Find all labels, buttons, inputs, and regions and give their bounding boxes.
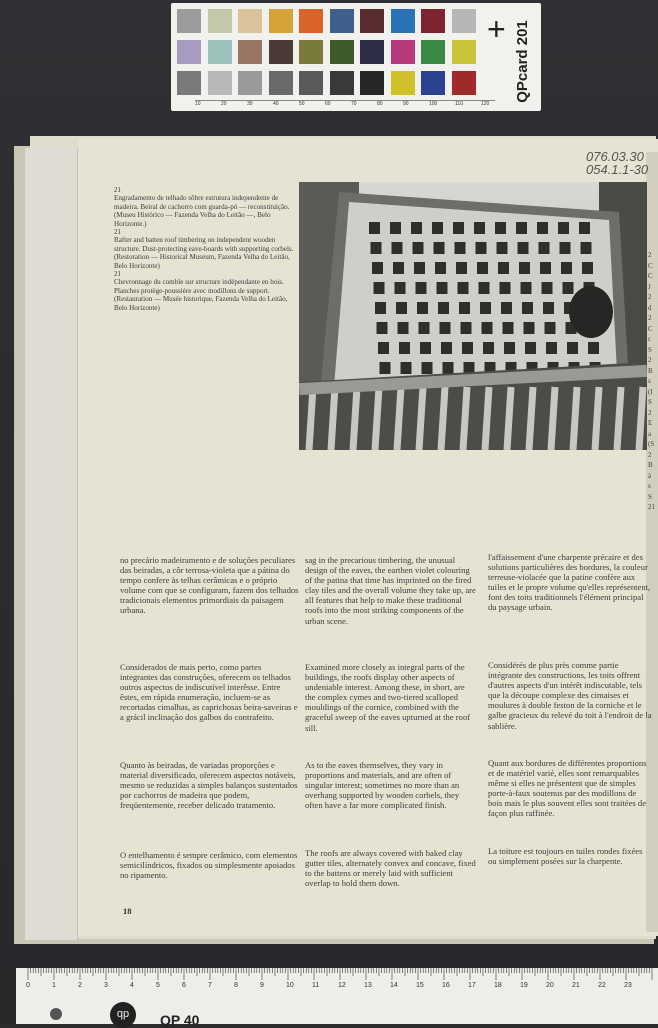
- color-swatch: [238, 40, 262, 64]
- side-fragment: à: [648, 471, 652, 480]
- card-scale-label: 40: [273, 101, 279, 107]
- ruler-number: 4: [130, 982, 134, 989]
- ruler-number: 18: [494, 982, 502, 989]
- ruler-number: 17: [468, 982, 476, 989]
- side-fragment: S: [648, 398, 652, 406]
- en-para-4: The roofs are always covered with baked clay gutter tiles, alternately convex and concave, fixed to the battens or merely laid with sufficient overlap to hold them down.: [305, 848, 476, 889]
- color-swatch: [177, 9, 201, 33]
- card-scale-label: 20: [221, 101, 227, 107]
- side-fragment: S: [648, 492, 652, 501]
- side-fragment: (S: [648, 440, 655, 448]
- card-scale-label: 120: [481, 101, 490, 107]
- color-swatch: [391, 71, 415, 95]
- pt-para-2: Considerados de mais perto, como partes integrantes das construções, oferecem os telhados outros aspectos de indiscutível interêsse. Entre êstes, em rápida enumeração, incluem-se as recortadas cimalhas, as caprichosas beira-saveiras e a grácil inclinação dos galbos do contrafeito.: [120, 662, 298, 723]
- ruler-number: 21: [572, 982, 580, 989]
- ruler-ticks: [16, 968, 658, 982]
- color-swatch: [208, 40, 232, 64]
- color-swatch: [269, 71, 293, 95]
- ruler-number: 5: [156, 982, 160, 989]
- side-fragment: S: [648, 345, 652, 354]
- archive-code-line2: 054.1.1-30: [586, 162, 649, 177]
- side-fragment: 2: [648, 408, 652, 417]
- caption-fr: 21 Chevronnage du comble sur structure indépendante en bois. Planches protège-poussière avec modillons de support. (Restauration — Musée historique, Fazenda Velha do Leitão, Belo Horizonte): [114, 270, 288, 312]
- color-swatch: [391, 9, 415, 33]
- ruler-number: 2: [78, 982, 82, 989]
- ruler-code: QP 40: [160, 1012, 200, 1028]
- archive-code-line1: 076.03.30: [586, 149, 644, 164]
- ruler-number: 0: [26, 982, 30, 989]
- ruler-number: 10: [286, 982, 294, 989]
- color-swatch: [269, 9, 293, 33]
- card-scale-label: 10: [195, 101, 201, 107]
- figure-caption: [114, 186, 299, 312]
- color-swatch: [299, 40, 323, 64]
- color-swatch: [360, 71, 384, 95]
- ruler-number: 15: [416, 982, 424, 989]
- side-fragment: B: [648, 366, 653, 375]
- color-swatch: [208, 71, 232, 95]
- side-fragment: 2: [648, 356, 652, 364]
- color-swatch: [421, 71, 445, 95]
- color-swatch: [452, 71, 476, 95]
- pt-para-4: O entelhamento é sempre cerâmico, com elementos semicilíndricos, fixados ou simplesmente apoiados no ripamento.: [120, 850, 298, 881]
- side-fragment: 2: [648, 293, 652, 301]
- ruler-number: 7: [208, 982, 212, 989]
- color-swatch: [330, 9, 354, 33]
- card-scale-label: 80: [377, 101, 383, 107]
- side-fragment: E: [648, 419, 653, 427]
- card-scale-label: 30: [247, 101, 253, 107]
- side-fragment: 2: [648, 314, 652, 322]
- roof-timbering-photo: [299, 182, 647, 450]
- color-swatch: [421, 40, 445, 64]
- side-fragment: s: [648, 482, 651, 490]
- color-swatch: [360, 9, 384, 33]
- paper-strip: [25, 148, 78, 940]
- card-scale-label: 70: [351, 101, 357, 107]
- color-swatch: [452, 40, 476, 64]
- fr-para-2: Considérés de plus près comme partie intégrante des constructions, les toits offrent d'autres aspects d'un intérêt indiscutable, tels que la découpe complexe des cimaises et moulures à double feston de la corniche et le galbe gracieux du relevé du toit à l'endroit de la sablière.: [488, 660, 652, 731]
- side-fragment: C: [648, 272, 653, 280]
- side-fragment: B: [648, 461, 653, 469]
- roof-timbering-photo-drawing: [299, 182, 647, 450]
- ruler-number: 20: [546, 982, 554, 989]
- en-para-2: Examined more closely as integral parts of the buildings, the roofs display other aspects of undeniable interest. Among these, in short, are the complex cymes and two-tiered scalloped mouldings of the cornice, combined with the graceful sweep of the eaves upturned at the roof sill.: [305, 662, 471, 733]
- pt-para-3: Quanto às beiradas, de variadas proporções e material diversificado, oferecem aspectos notáveis, mesmo se reduzidas a simples balanços sustentados por cachorros de madeira que podem, freqüentemente, receber delicado tratamento.: [120, 760, 298, 811]
- card-scale-label: 50: [299, 101, 305, 107]
- color-swatch: [330, 40, 354, 64]
- color-swatch: [177, 40, 201, 64]
- color-swatch: [299, 9, 323, 33]
- side-fragment: c: [648, 335, 652, 343]
- card-scale-label: 110: [455, 101, 463, 107]
- ruler-number: 9: [260, 982, 264, 989]
- side-fragment: J: [648, 282, 651, 291]
- color-swatch: [269, 40, 293, 64]
- card-scale-label: 60: [325, 101, 331, 107]
- side-fragment: a: [648, 429, 652, 438]
- ruler-number: 12: [338, 982, 346, 989]
- fr-para-3: Quant aux bordures de différentes proportions et de matériel varié, elles sont remarquables même si elles ne présentent que de simples porte-à-faux soutenus par des modillons de bois mais le plus souvent elles sont traitées de façon plus raffinée.: [488, 758, 647, 819]
- pt-para-1: no precário madeiramento e de soluções peculiares das beiradas, a côr terrosa-violeta que a pátina do tempo confere às telhas cerâmicas e o próprio volume com que se configuram, fazem dos telhados tradicionais elementos primordiais da paisagem urbana.: [120, 555, 299, 616]
- color-swatch: [330, 71, 354, 95]
- ruler-number: 6: [182, 982, 186, 989]
- ruler-number: 13: [364, 982, 372, 989]
- en-para-3: As to the eaves themselves, they vary in proportions and materials, and are often of singular interest; sometimes no more than an overhang supported by wooden corbels, they often have a far more complicated finish.: [305, 760, 460, 811]
- caption-en: 21 Rafter and batten roof timbering on independent wooden structure. Dust-protecting eave-boards with supporting corbels. (Restoration — Historical Museum, Fazenda Velha do Leitão, Belo Horizonte): [114, 228, 294, 270]
- side-fragment: 2: [648, 251, 652, 259]
- ruler-number: 1: [52, 982, 56, 989]
- ruler-number: 11: [312, 982, 320, 989]
- side-fragment: d: [648, 303, 652, 312]
- page-number: 18: [123, 906, 132, 916]
- ruler-number: 16: [442, 982, 450, 989]
- color-swatch: [238, 9, 262, 33]
- color-calibration-card: [171, 3, 541, 111]
- card-scale-label: 90: [403, 101, 409, 107]
- ruler-number: 3: [104, 982, 108, 989]
- ruler-number: 8: [234, 982, 238, 989]
- color-swatch: [391, 40, 415, 64]
- card-scale-label: 100: [429, 101, 438, 107]
- side-fragment: 21: [648, 503, 655, 511]
- fr-para-4: La toiture est toujours en tuiles rondes fixées ou simplement posées sur la charpente.: [488, 846, 643, 867]
- side-fragment: C: [648, 261, 653, 270]
- side-fragment: (I: [648, 387, 653, 396]
- archive-code: [586, 150, 648, 176]
- ruler-number: 14: [390, 982, 398, 989]
- fr-para-1: l'affaissement d'une charpente précaire et des solutions particulières des bordures, la couleur terreuse-violacée que la patine confère aux tuiles et le propre volume qu'elles représentent, font des toits traditionnels l'élément principal du paysage urbain.: [488, 552, 651, 613]
- color-swatch: [208, 9, 232, 33]
- color-swatch: [452, 9, 476, 33]
- ruler-number: 22: [598, 982, 606, 989]
- color-swatch: [177, 71, 201, 95]
- card-scale: [195, 100, 495, 111]
- ruler-number: 23: [624, 982, 632, 989]
- side-fragment: s: [648, 377, 651, 385]
- color-swatch: [360, 40, 384, 64]
- color-swatch: [299, 71, 323, 95]
- qpcard-logo: QPcard 201: [513, 20, 531, 103]
- caption-pt: 21 Engradamento de telhado sôbre estrutura independente de madeira. Beiral de cachorro com guarda-pó — reconstituição. (Museu Histórico — Fazenda Velha do Leitão —, Belo Horizonte.): [114, 186, 290, 228]
- crosshair-plus-icon: +: [487, 11, 506, 47]
- side-fragment: C: [648, 324, 653, 333]
- ruler-logo: qp: [110, 1002, 136, 1028]
- ruler-number: 19: [520, 982, 528, 989]
- side-fragment: 2: [648, 450, 652, 459]
- color-swatch: [238, 71, 262, 95]
- color-swatch: [421, 9, 445, 33]
- ruler-hole: [50, 1008, 62, 1020]
- en-para-1: sag in the precarious timbering, the unusual design of the eaves, the earthen violet colouring of the patina that time has imprinted on the fired clay tiles and the overall volume they take up, are all features that help to make these traditional roofs into the most striking components of the urban scene.: [305, 555, 476, 626]
